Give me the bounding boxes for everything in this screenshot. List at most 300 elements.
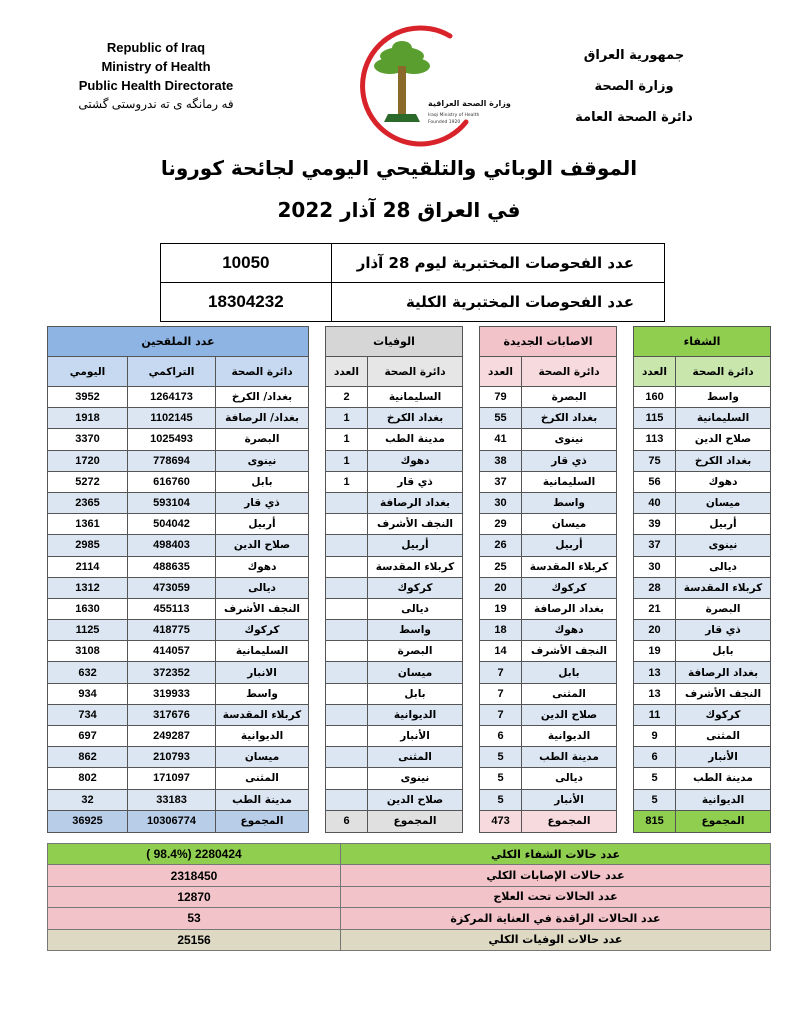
- table-row: [48, 726, 771, 747]
- vac-daily: 3108: [48, 641, 128, 662]
- header-ar-ministry: وزارة الصحة: [594, 79, 674, 94]
- vac-cumulative: 33183: [128, 789, 216, 810]
- total-deaths: 6: [326, 810, 368, 832]
- vac-daily: 934: [48, 683, 128, 704]
- vac-daily: 32: [48, 789, 128, 810]
- table-row: [48, 789, 771, 810]
- dth-count: 1: [326, 429, 368, 450]
- dth-count: [326, 704, 368, 725]
- vac-directorate: السليمانية: [216, 641, 309, 662]
- vac-directorate: صلاح الدين: [216, 535, 309, 556]
- tests-daily-row: [161, 244, 665, 283]
- spacer: [617, 327, 634, 357]
- spacer: [617, 357, 634, 387]
- spacer: [463, 747, 480, 768]
- spacer: [463, 726, 480, 747]
- vac-daily: 3370: [48, 429, 128, 450]
- spacer: [463, 471, 480, 492]
- tests-daily-value: 10050: [161, 244, 332, 283]
- new-count: 5: [480, 747, 522, 768]
- spacer: [309, 492, 326, 513]
- spacer: [617, 408, 634, 429]
- sub-dth-count: العدد: [326, 357, 368, 387]
- summary-value: 2318450: [48, 865, 341, 886]
- vac-cumulative: 498403: [128, 535, 216, 556]
- rec-directorate: كربلاء المقدسة: [676, 577, 771, 598]
- dth-directorate: ميسان: [368, 662, 463, 683]
- vac-cumulative: 488635: [128, 556, 216, 577]
- dth-directorate: ذي قار: [368, 471, 463, 492]
- vac-daily: 862: [48, 747, 128, 768]
- dth-directorate: دهوك: [368, 450, 463, 471]
- dth-directorate: الأنبار: [368, 726, 463, 747]
- summary-table: [47, 843, 771, 951]
- table-row: [48, 641, 771, 662]
- spacer: [309, 726, 326, 747]
- total-recovery: 815: [634, 810, 676, 832]
- new-directorate: الديوانية: [522, 726, 617, 747]
- rec-directorate: بغداد الرصافة: [676, 662, 771, 683]
- vac-cumulative: 778694: [128, 450, 216, 471]
- spacer: [463, 662, 480, 683]
- summary-label: عدد حالات الوفيات الكلي: [341, 929, 771, 950]
- logo-english-text: Iraqi Ministry of Health: [428, 113, 480, 118]
- vac-daily: 1720: [48, 450, 128, 471]
- header-ar-country: جمهورية العراق: [583, 48, 685, 63]
- vac-daily: 1918: [48, 408, 128, 429]
- vac-cumulative: 1025493: [128, 429, 216, 450]
- spacer: [617, 514, 634, 535]
- vac-directorate: ميسان: [216, 747, 309, 768]
- vac-daily: 1361: [48, 514, 128, 535]
- total-vac-daily: 36925: [48, 810, 128, 832]
- dth-count: [326, 662, 368, 683]
- new-directorate: المثنى: [522, 683, 617, 704]
- vac-daily: 697: [48, 726, 128, 747]
- table-row: [48, 471, 771, 492]
- new-count: 6: [480, 726, 522, 747]
- summary-value: ( 98.4%) 2280424: [48, 844, 341, 865]
- total-vac-label: المجموع: [216, 810, 309, 832]
- spacer: [309, 357, 326, 387]
- vac-cumulative: 616760: [128, 471, 216, 492]
- spacer: [463, 620, 480, 641]
- vac-directorate: ديالى: [216, 577, 309, 598]
- total-vac-cumulative: 10306774: [128, 810, 216, 832]
- vac-daily: 632: [48, 662, 128, 683]
- vac-directorate: بغداد/ الكرخ: [216, 387, 309, 408]
- spacer: [309, 810, 326, 832]
- vac-cumulative: 210793: [128, 747, 216, 768]
- rec-directorate: النجف الأشرف: [676, 683, 771, 704]
- spacer: [617, 429, 634, 450]
- spacer: [309, 556, 326, 577]
- vac-cumulative: 372352: [128, 662, 216, 683]
- spacer: [463, 387, 480, 408]
- spacer: [309, 620, 326, 641]
- summary-value: 53: [48, 908, 341, 929]
- vac-daily: 734: [48, 704, 128, 725]
- spacer: [617, 683, 634, 704]
- group-deaths: الوفيات: [326, 327, 463, 357]
- vac-directorate: واسط: [216, 683, 309, 704]
- rec-count: 115: [634, 408, 676, 429]
- table-row: [48, 514, 771, 535]
- spacer: [309, 683, 326, 704]
- sub-rec-directorate: دائرة الصحة: [676, 357, 771, 387]
- dth-directorate: بغداد الرصافة: [368, 492, 463, 513]
- table-row: [48, 492, 771, 513]
- spacer: [463, 768, 480, 789]
- rec-count: 30: [634, 556, 676, 577]
- spacer: [463, 598, 480, 619]
- header-kurdish: فه رمانگه ى ته ندروستى گشتى: [78, 97, 234, 111]
- dth-count: 1: [326, 450, 368, 471]
- vac-daily: 3952: [48, 387, 128, 408]
- vac-directorate: نينوى: [216, 450, 309, 471]
- spacer: [617, 704, 634, 725]
- dth-count: [326, 747, 368, 768]
- header-en-directorate: Public Health Directorate: [78, 78, 234, 93]
- summary-label: عدد حالات الإصابات الكلي: [341, 865, 771, 886]
- new-directorate: ميسان: [522, 514, 617, 535]
- dth-count: [326, 492, 368, 513]
- rec-count: 6: [634, 747, 676, 768]
- vac-cumulative: 317676: [128, 704, 216, 725]
- dth-count: [326, 598, 368, 619]
- spacer: [617, 620, 634, 641]
- new-directorate: النجف الأشرف: [522, 641, 617, 662]
- dth-directorate: صلاح الدين: [368, 789, 463, 810]
- table-row: [48, 387, 771, 408]
- spacer: [309, 662, 326, 683]
- dth-directorate: بابل: [368, 683, 463, 704]
- vac-cumulative: 1264173: [128, 387, 216, 408]
- group-header-row: [48, 327, 771, 357]
- new-count: 37: [480, 471, 522, 492]
- summary-row-under-treatment: [48, 886, 771, 907]
- spacer: [463, 641, 480, 662]
- summary-row-cases: [48, 865, 771, 886]
- table-row: [48, 408, 771, 429]
- new-count: 5: [480, 789, 522, 810]
- new-count: 5: [480, 768, 522, 789]
- summary-value: 25156: [48, 929, 341, 950]
- spacer: [463, 789, 480, 810]
- new-directorate: كربلاء المقدسة: [522, 556, 617, 577]
- dth-directorate: ديالى: [368, 598, 463, 619]
- spacer: [463, 429, 480, 450]
- new-count: 26: [480, 535, 522, 556]
- new-count: 18: [480, 620, 522, 641]
- header-en-ministry: Ministry of Health: [101, 59, 211, 74]
- sub-new-count: العدد: [480, 357, 522, 387]
- vac-daily: 2114: [48, 556, 128, 577]
- new-directorate: بغداد الكرخ: [522, 408, 617, 429]
- vac-directorate: كركوك: [216, 620, 309, 641]
- summary-row-deaths: [48, 929, 771, 950]
- header-en-country: Republic of Iraq: [106, 40, 206, 55]
- spacer: [463, 492, 480, 513]
- dth-directorate: واسط: [368, 620, 463, 641]
- table-row: [48, 768, 771, 789]
- new-directorate: بغداد الرصافة: [522, 598, 617, 619]
- dth-count: [326, 683, 368, 704]
- spacer: [617, 387, 634, 408]
- dth-count: [326, 577, 368, 598]
- rec-count: 37: [634, 535, 676, 556]
- dth-directorate: نينوى: [368, 768, 463, 789]
- rec-count: 13: [634, 662, 676, 683]
- spacer: [309, 704, 326, 725]
- dth-count: [326, 768, 368, 789]
- spacer: [463, 357, 480, 387]
- new-count: 7: [480, 704, 522, 725]
- spacer: [617, 598, 634, 619]
- spacer: [617, 726, 634, 747]
- rec-count: 5: [634, 768, 676, 789]
- table-row: [48, 556, 771, 577]
- new-count: 55: [480, 408, 522, 429]
- spacer: [309, 747, 326, 768]
- rec-count: 5: [634, 789, 676, 810]
- tests-total-value: 18304232: [161, 283, 332, 322]
- dth-count: [326, 514, 368, 535]
- spacer: [617, 641, 634, 662]
- spacer: [309, 408, 326, 429]
- new-directorate: الأنبار: [522, 789, 617, 810]
- vac-daily: 802: [48, 768, 128, 789]
- new-count: 14: [480, 641, 522, 662]
- spacer: [309, 471, 326, 492]
- table-row: [48, 747, 771, 768]
- rec-count: 21: [634, 598, 676, 619]
- rec-directorate: الديوانية: [676, 789, 771, 810]
- sub-dth-directorate: دائرة الصحة: [368, 357, 463, 387]
- rec-directorate: نينوى: [676, 535, 771, 556]
- new-directorate: ذي قار: [522, 450, 617, 471]
- spacer: [617, 747, 634, 768]
- new-count: 30: [480, 492, 522, 513]
- header-ar-directorate: دائرة الصحة العامة: [575, 110, 693, 125]
- vac-directorate: الديوانية: [216, 726, 309, 747]
- provinces-table: [47, 326, 771, 833]
- spacer: [309, 577, 326, 598]
- new-count: 38: [480, 450, 522, 471]
- new-directorate: صلاح الدين: [522, 704, 617, 725]
- spacer: [309, 387, 326, 408]
- new-count: 41: [480, 429, 522, 450]
- total-dth-label: المجموع: [368, 810, 463, 832]
- rec-directorate: الأنبار: [676, 747, 771, 768]
- vac-cumulative: 414057: [128, 641, 216, 662]
- spacer: [309, 768, 326, 789]
- dth-directorate: النجف الأشرف: [368, 514, 463, 535]
- tests-daily-label: عدد الفحوصات المختبرية ليوم 28 آذار: [331, 244, 664, 283]
- vac-daily: 1125: [48, 620, 128, 641]
- vac-directorate: أربيل: [216, 514, 309, 535]
- vac-cumulative: 418775: [128, 620, 216, 641]
- new-count: 7: [480, 683, 522, 704]
- dth-count: 1: [326, 471, 368, 492]
- dth-directorate: البصرة: [368, 641, 463, 662]
- rec-count: 75: [634, 450, 676, 471]
- rec-count: 113: [634, 429, 676, 450]
- spacer: [309, 450, 326, 471]
- sub-vac-cumulative: التراكمي: [128, 357, 216, 387]
- rec-directorate: ديالى: [676, 556, 771, 577]
- spacer: [617, 556, 634, 577]
- rec-count: 13: [634, 683, 676, 704]
- dth-count: [326, 535, 368, 556]
- new-directorate: السليمانية: [522, 471, 617, 492]
- rec-count: 11: [634, 704, 676, 725]
- dth-count: [326, 620, 368, 641]
- spacer: [617, 471, 634, 492]
- total-new-cases: 473: [480, 810, 522, 832]
- tests-total-label: عدد الفحوصات المختبرية الكلية: [331, 283, 664, 322]
- rec-directorate: مدينة الطب: [676, 768, 771, 789]
- spacer: [463, 514, 480, 535]
- vac-daily: 2365: [48, 492, 128, 513]
- spacer: [463, 327, 480, 357]
- new-count: 7: [480, 662, 522, 683]
- new-directorate: ديالى: [522, 768, 617, 789]
- group-vaccinated: عدد الملقحين: [48, 327, 309, 357]
- vac-directorate: البصرة: [216, 429, 309, 450]
- spacer: [309, 327, 326, 357]
- table-row: [48, 683, 771, 704]
- spacer: [309, 789, 326, 810]
- totals-row: [48, 810, 771, 832]
- rec-directorate: السليمانية: [676, 408, 771, 429]
- rec-directorate: البصرة: [676, 598, 771, 619]
- table-row: [48, 450, 771, 471]
- spacer: [309, 429, 326, 450]
- tests-total-row: [161, 283, 665, 322]
- rec-count: 28: [634, 577, 676, 598]
- dth-count: [326, 726, 368, 747]
- summary-row-icu: [48, 908, 771, 929]
- rec-directorate: صلاح الدين: [676, 429, 771, 450]
- new-count: 19: [480, 598, 522, 619]
- dth-directorate: السليمانية: [368, 387, 463, 408]
- rec-count: 56: [634, 471, 676, 492]
- new-directorate: مدينة الطب: [522, 747, 617, 768]
- vac-directorate: النجف الأشرف: [216, 598, 309, 619]
- spacer: [617, 577, 634, 598]
- table-row: [48, 429, 771, 450]
- vac-daily: 2985: [48, 535, 128, 556]
- header-arabic: [534, 40, 734, 133]
- group-new-cases: الاصابات الجديدة: [480, 327, 617, 357]
- rec-directorate: بابل: [676, 641, 771, 662]
- page-subtitle: في العراق 28 آذار 2022: [277, 198, 521, 222]
- rec-count: 20: [634, 620, 676, 641]
- table-row: [48, 704, 771, 725]
- lab-tests-table: [160, 243, 665, 322]
- summary-label: عدد الحالات الراقدة في العناية المركزة: [341, 908, 771, 929]
- dth-count: 2: [326, 387, 368, 408]
- vac-cumulative: 249287: [128, 726, 216, 747]
- table-row: [48, 535, 771, 556]
- vac-cumulative: 504042: [128, 514, 216, 535]
- vac-cumulative: 455113: [128, 598, 216, 619]
- rec-directorate: أربيل: [676, 514, 771, 535]
- rec-count: 160: [634, 387, 676, 408]
- vac-daily: 1312: [48, 577, 128, 598]
- new-directorate: واسط: [522, 492, 617, 513]
- rec-directorate: المثنى: [676, 726, 771, 747]
- table-row: [48, 577, 771, 598]
- vac-directorate: المثنى: [216, 768, 309, 789]
- sub-rec-count: العدد: [634, 357, 676, 387]
- new-directorate: نينوى: [522, 429, 617, 450]
- spacer: [617, 662, 634, 683]
- rec-count: 40: [634, 492, 676, 513]
- dth-directorate: كربلاء المقدسة: [368, 556, 463, 577]
- new-directorate: البصرة: [522, 387, 617, 408]
- rec-directorate: دهوك: [676, 471, 771, 492]
- vac-directorate: بابل: [216, 471, 309, 492]
- vac-directorate: دهوك: [216, 556, 309, 577]
- dth-count: [326, 556, 368, 577]
- rec-count: 19: [634, 641, 676, 662]
- new-directorate: كركوك: [522, 577, 617, 598]
- sub-vac-daily: اليومي: [48, 357, 128, 387]
- vac-cumulative: 171097: [128, 768, 216, 789]
- logo-arabic-text: وزارة الصحة العراقية: [428, 99, 511, 108]
- spacer: [617, 810, 634, 832]
- rec-directorate: ميسان: [676, 492, 771, 513]
- spacer: [617, 492, 634, 513]
- table-row: [48, 662, 771, 683]
- vac-directorate: كربلاء المقدسة: [216, 704, 309, 725]
- spacer: [463, 450, 480, 471]
- table-row: [48, 620, 771, 641]
- spacer: [617, 450, 634, 471]
- vac-cumulative: 593104: [128, 492, 216, 513]
- summary-label: عدد الحالات تحت العلاج: [341, 886, 771, 907]
- logo-founded-text: Founded 1920: [428, 120, 461, 125]
- group-recovery: الشفاء: [634, 327, 771, 357]
- subheader-row: [48, 357, 771, 387]
- spacer: [463, 577, 480, 598]
- spacer: [463, 683, 480, 704]
- sub-new-directorate: دائرة الصحة: [522, 357, 617, 387]
- spacer: [463, 556, 480, 577]
- vac-directorate: الانبار: [216, 662, 309, 683]
- dth-directorate: الديوانية: [368, 704, 463, 725]
- dth-count: [326, 789, 368, 810]
- new-count: 25: [480, 556, 522, 577]
- spacer: [617, 535, 634, 556]
- total-rec-label: المجموع: [676, 810, 771, 832]
- vac-daily: 1630: [48, 598, 128, 619]
- rec-count: 9: [634, 726, 676, 747]
- spacer: [463, 810, 480, 832]
- rec-count: 39: [634, 514, 676, 535]
- vac-cumulative: 319933: [128, 683, 216, 704]
- new-count: 20: [480, 577, 522, 598]
- vac-daily: 5272: [48, 471, 128, 492]
- vac-directorate: بغداد/ الرصافة: [216, 408, 309, 429]
- dth-count: 1: [326, 408, 368, 429]
- vac-cumulative: 1102145: [128, 408, 216, 429]
- spacer: [309, 641, 326, 662]
- spacer: [617, 789, 634, 810]
- table-row: [48, 598, 771, 619]
